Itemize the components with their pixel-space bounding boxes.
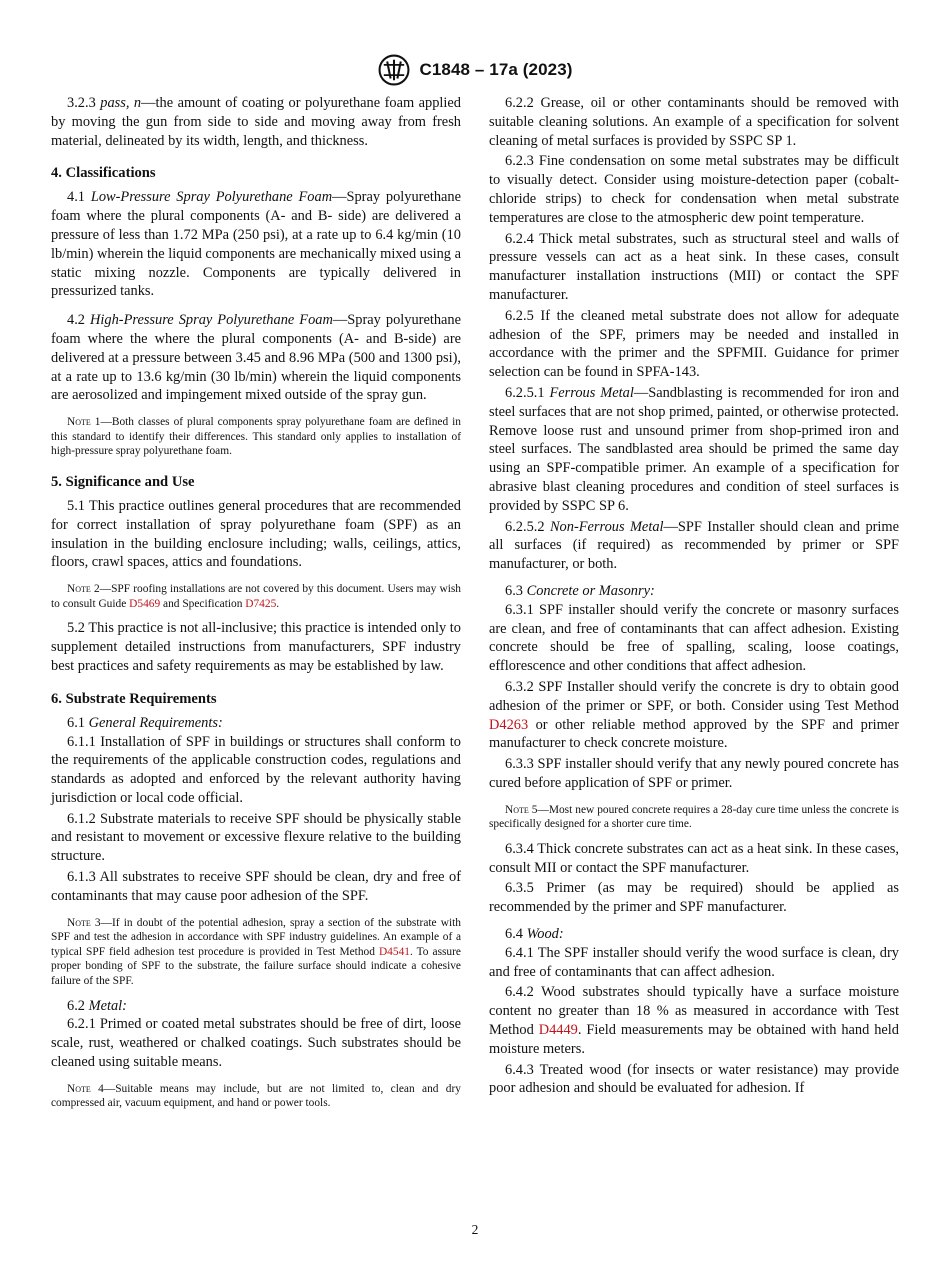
- paragraph-6-1-3: 6.1.3 All substrates to receive SPF should be clean, dry and free of contaminants that may cause poor adhesion of the SPF.: [51, 869, 461, 904]
- paragraph-6-1-1: 6.1.1 Installation of SPF in buildings or structures shall conform to the requirements of the applicable construction codes, regulations and standards as adopted and enforced by the relevant authority having jurisdiction or local code official.: [51, 733, 461, 806]
- link-d4449[interactable]: D4449: [538, 1022, 578, 1039]
- paragraph-6-2-4: 6.2.4 Thick metal substrates, such as structural steel and walls of pressure vessels can act as a heat sink. In these cases, consult manufacturer installation instructions (MII) or contact the SPF manufacturer.: [489, 230, 899, 303]
- paragraph-6-1-2: 6.1.2 Substrate materials to receive SPF should be physically stable and resistant to movement or excessive flexure relative to the building structure.: [51, 810, 461, 865]
- section-heading-classifications: 4. Classifications: [51, 165, 156, 182]
- paragraph-6-3-3: 6.3.3 SPF installer should verify that any newly poured concrete has cured before application of SPF or primer.: [489, 756, 899, 791]
- paragraph-6-2-5: 6.2.5 If the cleaned metal substrate does not allow for adequate adhesion of the SPF, primers may be needed and installed in accordance with the primer and the SPFMII. Guidance for primer selection can be found in SPFA-143.: [489, 307, 899, 381]
- paragraph-6-3-4: 6.3.4 Thick concrete substrates can act as a heat sink. In these cases, consult MII or contact the SPF manufacturer.: [489, 840, 899, 876]
- note-2: Note 2—SPF roofing installations are not covered by this document. Users may wish to consult Guide D5469 and Specification D7425.: [51, 583, 461, 610]
- astm-logo-icon: [377, 53, 411, 87]
- paragraph-6-3: 6.3 Concrete or Masonry:: [505, 582, 655, 599]
- right-column: [489, 94, 899, 1098]
- paragraph-6-2-5-2: 6.2.5.2 Non-Ferrous Metal—SPF Installer should clean and prime all surfaces (if required) as recommended by primer or SPF manufacturer, or both.: [489, 518, 900, 573]
- paragraph-6-3-5: 6.3.5 Primer (as may be required) should be applied as recommended by the primer and SPF manufacturer.: [489, 880, 899, 916]
- paragraph-5-1: 5.1 This practice outlines general procedures that are recommended for correct installation of spray polyurethane foam (SPF) as an insulation in the building enclosure including; walls, ceilings, attics, floors, crawl spaces, attics and foundations.: [51, 497, 461, 571]
- note-3: Note 3—If in doubt of the potential adhesion, spray a section of the substrate with SPF and test the adhesion in accordance with SPF industry guidelines. An example of a typical SPF field adhesion test procedure is provided in Test Method D4541. To assure proper bonding of SPF to the substrate, the failure surface should indicate a cohesive failure of the SPF.: [51, 916, 461, 988]
- paragraph-4-2: 4.2 High-Pressure Spray Polyurethane Foam—Spray polyurethane foam where the where the plural components (A- and B-side) are delivered at a pressure between 3.45 and 8.96 MPa (500 and 1300 psi), at a rate up to 13.6 kg/min (30 lb/min) wherein the liquid components are aerosolized and impingement mixed outside of the spray gun.: [51, 312, 461, 404]
- paragraph-6-4-1: 6.4.1 The SPF installer should verify the wood surface is clean, dry and free of contaminants that can affect adhesion.: [489, 944, 899, 980]
- paragraph-5-2: 5.2 This practice is not all-inclusive; this practice is intended only to supplement detailed instructions from manufacturers, SPF industry best practices and safety requirements as may be established by law.: [51, 620, 461, 674]
- paragraph-6-4-3: 6.4.3 Treated wood (for insects or water resistance) may provide poor adhesion and should be evaluated for adhesion. If: [489, 1061, 899, 1097]
- link-d5469[interactable]: D5469: [129, 597, 161, 610]
- section-heading-substrate: 6. Substrate Requirements: [51, 690, 217, 707]
- note-4: Note 4—Suitable means may include, but are not limited to, clean and dry compressed air, vacuum equipment, and hand or power tools.: [51, 1082, 461, 1110]
- link-d7425[interactable]: D7425: [245, 597, 277, 610]
- page-number: 2: [471, 1222, 479, 1237]
- paragraph-6-4-2: 6.4.2 Wood substrates should typically have a surface moisture content no greater than 18 % as measured in accordance with Test Method D4449. Field measurements may be obtained with hand held moisture meters.: [489, 984, 899, 1057]
- paragraph-6-2-1: 6.2.1 Primed or coated metal substrates should be free of dirt, loose scale, rust, weathered or chalked coatings. Such substrates should be cleaned using suitable means.: [51, 1016, 461, 1071]
- paragraph-6-1: 6.1 General Requirements:: [67, 714, 223, 731]
- paragraph-6-4: 6.4 Wood:: [505, 926, 564, 943]
- section-heading-significance: 5. Significance and Use: [51, 473, 195, 490]
- link-d4541[interactable]: D4541: [378, 945, 410, 958]
- standard-designation: C1848 – 17a (2023): [419, 60, 573, 79]
- paragraph-6-3-1: 6.3.1 SPF installer should verify the concrete or masonry surfaces are clean, and free of contaminants that can affect adhesion. Existing concrete should be free of spalling, scaling, loose coatings, efflorescence and other conditions that affect adhesion.: [489, 601, 899, 675]
- paragraph-6-2-2: 6.2.2 Grease, oil or other contaminants should be removed with suitable cleaning solutions. An example of a specification for solvent cleaning of metal surfaces is provided by SSPC SP 1.: [489, 95, 899, 149]
- page-header: [0, 52, 950, 88]
- paragraph-3-2-3: 3.2.3 pass, n—the amount of coating or polyurethane foam applied by moving the gun from side to side and moving away from fresh material, delineated by its width, length, and thickness.: [51, 95, 462, 149]
- paragraph-6-2-3: 6.2.3 Fine condensation on some metal substrates may be difficult to visually detect. Consider using moisture-detection paper (cobalt-chloride strips) to check for condensation when metal substrate temperatures are close to the atmospheric dew point temperature.: [489, 153, 899, 226]
- note-5: Note 5—Most new poured concrete requires a 28-day cure time unless the concrete is specifically designed for a shorter cure time.: [489, 803, 899, 831]
- paragraph-6-2: 6.2 Metal:: [67, 997, 127, 1014]
- paragraph-4-1: 4.1 Low-Pressure Spray Polyurethane Foam—Spray polyurethane foam where the plural components (A- and B- side) are delivered a pressure of less than 1.72 MPa (250 psi), at a rate up to 6.4 kg/min (10 lb/min) wherein the liquid components are mechanically mixed using a static mixing nozzle. Components are typically delivered in pressurized tanks.: [51, 189, 461, 300]
- link-d4263[interactable]: D4263: [489, 716, 529, 733]
- left-column: [51, 94, 461, 1119]
- note-1: Note 1—Both classes of plural components spray polyurethane foam are defined in this standard to identify their differences. This standard only applies to installation of high-pressure spray polyurethane foam.: [51, 416, 461, 458]
- paragraph-6-3-2: 6.3.2 SPF Installer should verify the concrete is dry to obtain good adhesion of the primer or SPF, or both. Consider using Test Method D4263 or other reliable method approved by the SPF and primer manufacturer to check concrete moisture.: [489, 678, 899, 752]
- paragraph-6-2-5-1: 6.2.5.1 Ferrous Metal—Sandblasting is recommended for iron and steel surfaces that are not shop primed, painted, or otherwise protected. Remove loose rust and unsound primer from shop-primed iron and steel surfaces. The sandblasted area should be primed the same day using an SPF-compatible primer. An example of a specification for abrasive blast cleaning procedures and condition of steel surfaces is provided by SSPC SP 6.: [489, 384, 900, 514]
